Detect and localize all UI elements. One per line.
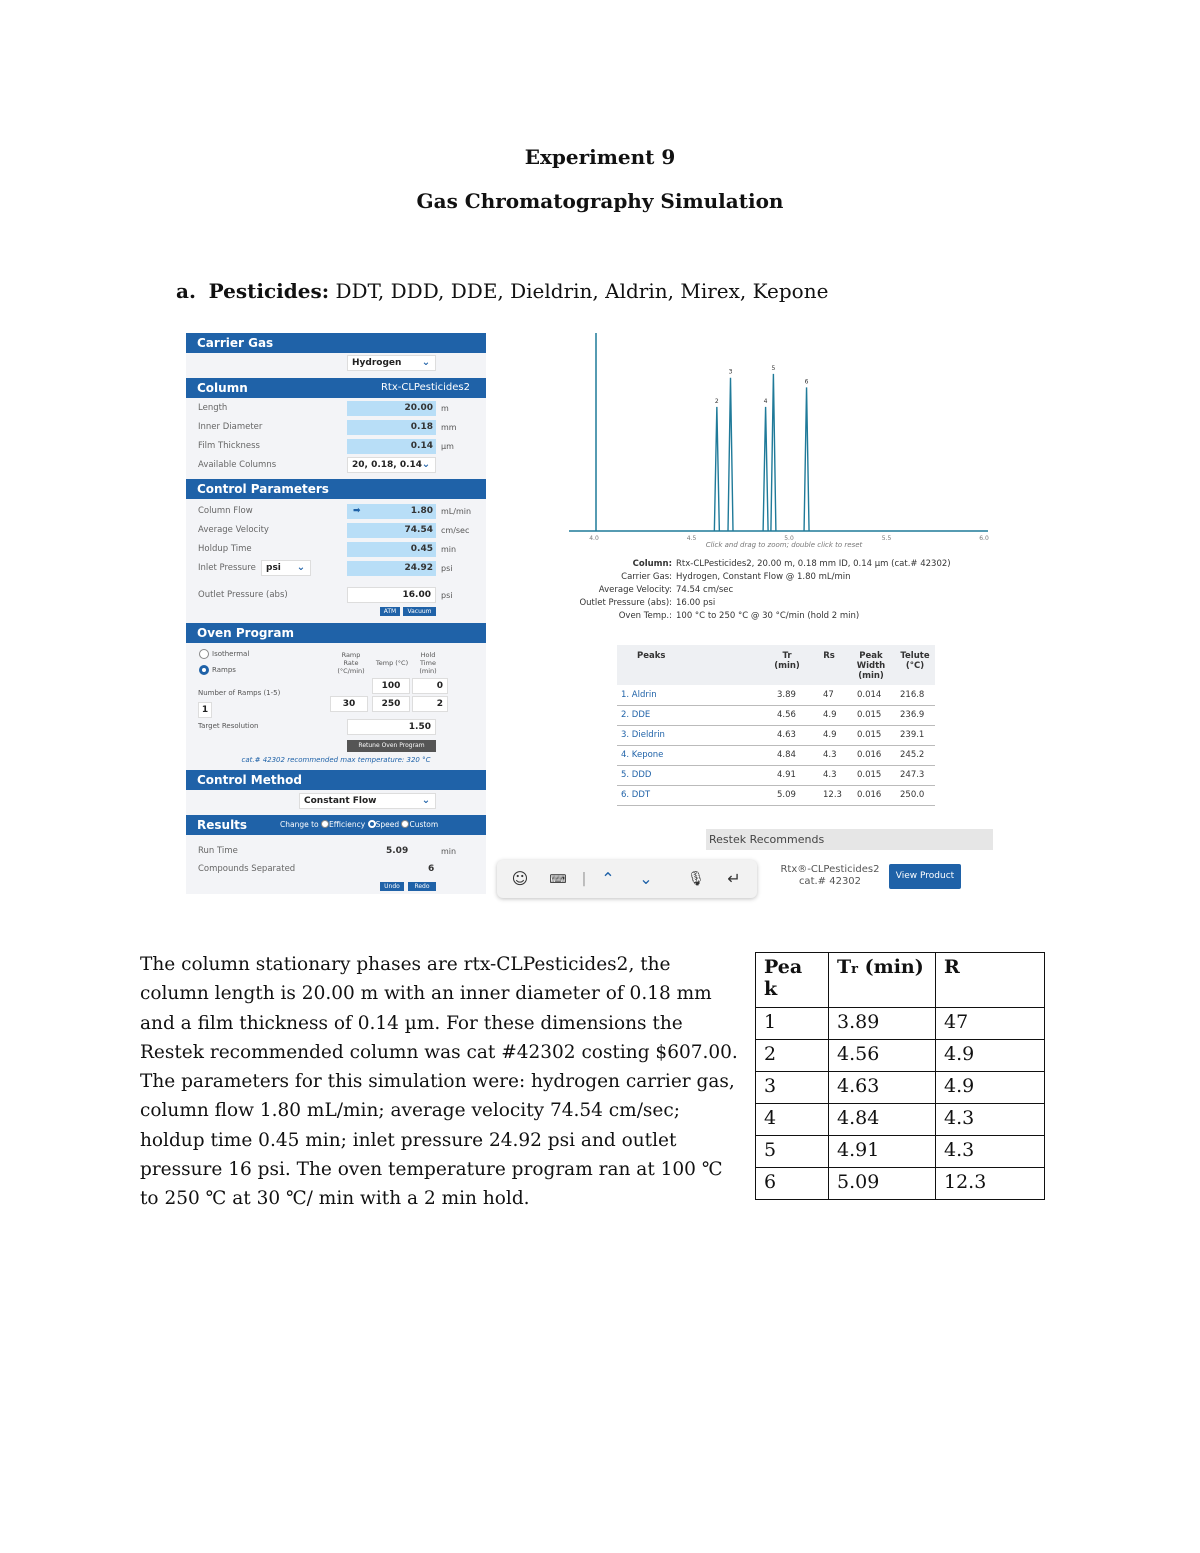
initial-hold-input[interactable]: 0 — [412, 678, 448, 694]
meta-carrier: Carrier Gas: Hydrogen, Constant Flow @ 1.80 mL/min — [621, 572, 851, 582]
inner-diameter-row: Inner Diameter 0.18 mm — [186, 420, 486, 436]
outlet-pressure-input[interactable]: 16.00 — [347, 587, 436, 603]
table-cell: 4.63 — [829, 1072, 936, 1104]
meta-oven: Oven Temp.: 100 °C to 250 °C @ 30 °C/min (hold 2 min) — [618, 611, 860, 621]
chevron-down-icon[interactable]: ⌄ — [639, 869, 653, 888]
section-compounds: DDT, DDD, DDE, Dieldrin, Aldrin, Mirex, Kepone — [329, 279, 829, 303]
carrier-gas-header: Carrier Gas — [186, 333, 486, 353]
peak-cell-r: 4.3 — [823, 770, 837, 780]
chevron-down-icon: ⌄ — [421, 795, 431, 806]
emoji-icon[interactable]: ☺ — [511, 869, 529, 888]
peak-label: 2 — [714, 397, 719, 405]
keyboard-icon[interactable]: ⌨ — [549, 872, 567, 886]
peak-cell-r: 47 — [823, 690, 834, 700]
divider-icon: | — [581, 871, 587, 887]
table-cell: 47 — [936, 1008, 1045, 1040]
table-cell: 1 — [756, 1008, 829, 1040]
velocity-input[interactable]: 74.54 — [347, 523, 436, 538]
peak-cell-tr: 4.63 — [777, 730, 796, 740]
peak-row — [617, 705, 935, 726]
peak-cell-w: 0.015 — [857, 770, 882, 780]
atm-button[interactable]: ATM — [380, 607, 400, 616]
ramp-rate-input[interactable]: 30 — [330, 696, 368, 712]
document-title: Experiment 9 — [524, 145, 676, 169]
summary-paragraph: The column stationary phases are rtx-CLPesticides2, the column length is 20.00 m with an inner diameter of 0.18 mm and a film thickness of 0.14 µm. For these dimensions the Restek recommended column was cat #42302 costing $607.00. The parameters for this simulation were: hydrogen carrier gas, column flow 1.80 mL/min; average velocity 74.54 cm/sec; holdup time 0.45 min; inlet pressure 24.92 psi and outlet pressure 16 psi. The oven temperature program ran at 100 ℃ to 250 ℃ at 30 ℃/ min with a 2 min hold. — [140, 954, 738, 1210]
peak-label: 5 — [771, 364, 776, 372]
arrow-right-icon: ➡ — [353, 506, 361, 516]
column-flow-row: Column Flow ➡ 1.80 mL/min — [186, 504, 486, 520]
peaks-header: Peaks Tr (min) Rs Peak Width (min) Telute (°C) — [617, 645, 935, 685]
x-tick-label: 5.5 — [881, 535, 892, 542]
final-hold-input[interactable]: 2 — [412, 696, 448, 712]
document-subtitle: Gas Chromatography Simulation — [416, 189, 784, 213]
table-cell: 2 — [756, 1040, 829, 1072]
table-cell: 4.3 — [936, 1104, 1045, 1136]
outlet-pressure-row: Outlet Pressure (abs) — [198, 590, 288, 600]
microphone-icon[interactable]: 🎙 — [687, 871, 705, 887]
compounds-row: Compounds Separated 6 — [198, 864, 435, 874]
peak-cell-tr: 4.84 — [777, 750, 796, 760]
peak-row — [617, 745, 935, 766]
table-cell: 4.9 — [936, 1072, 1045, 1104]
control-method-header: Control Method — [186, 770, 486, 790]
header-peak: Pea k — [756, 953, 829, 1008]
speed-radio[interactable] — [368, 820, 376, 828]
undo-button[interactable]: Undo — [380, 882, 404, 891]
chromatogram[interactable] — [566, 333, 996, 555]
chevron-down-icon: ⌄ — [421, 357, 431, 368]
peak-cell-w: 0.016 — [857, 790, 882, 800]
holdup-input[interactable]: 0.45 — [347, 542, 436, 557]
peak-row — [617, 685, 935, 706]
table-cell: 6 — [756, 1168, 829, 1200]
vacuum-button[interactable]: Vacuum — [403, 607, 436, 616]
chrom-peak — [771, 374, 776, 531]
results-table — [755, 952, 1045, 1200]
holdup-row: Holdup Time 0.45 min — [186, 542, 486, 558]
peak-row — [617, 725, 935, 746]
column-name: Rtx-CLPesticides2 — [380, 382, 470, 393]
header-r: R — [936, 953, 1045, 1008]
chrom-peak — [804, 387, 809, 531]
chrom-peak — [714, 407, 719, 531]
floating-toolbar — [497, 860, 757, 898]
peak-cell-name[interactable]: 5. DDD — [621, 770, 652, 780]
table-row — [756, 1072, 1045, 1104]
table-row — [756, 1040, 1045, 1072]
table-cell: 5 — [756, 1136, 829, 1168]
results-options: Change to Efficiency Speed Custom — [280, 820, 439, 829]
film-thickness-row: Film Thickness 0.14 µm — [186, 439, 486, 455]
section-heading — [176, 279, 828, 303]
x-tick-label: 4.5 — [686, 535, 697, 542]
peak-cell-r: 4.9 — [823, 730, 837, 740]
chrom-peak — [763, 407, 768, 531]
film-input[interactable]: 0.14 — [347, 439, 436, 454]
temp-header: Temp (°C) — [375, 659, 409, 667]
table-cell: 4.56 — [829, 1040, 936, 1072]
table-cell: 4.3 — [936, 1136, 1045, 1168]
peak-cell-tr: 4.56 — [777, 710, 796, 720]
peak-label: 4 — [763, 397, 768, 405]
num-ramps-input[interactable]: 1 — [198, 702, 212, 718]
max-temp-note: cat.# 42302 recommended max temperature: 320 °C — [241, 756, 431, 764]
peak-cell-r: 4.3 — [823, 750, 837, 760]
column-header: Column Rtx-CLPesticides2 — [186, 378, 486, 398]
peak-cell-t: 236.9 — [900, 710, 925, 720]
table-cell: 5.09 — [829, 1168, 936, 1200]
restek-product[interactable]: Rtx®-CLPesticides2 cat.# 42302 — [780, 864, 880, 887]
optimize-button[interactable]: Retune Oven Program — [347, 740, 436, 752]
peak-cell-name[interactable]: 1. Aldrin — [621, 690, 657, 700]
pressure-unit-select[interactable]: psi ⌄ — [261, 560, 311, 576]
header-tr: Tr (min) — [829, 953, 936, 1008]
available-columns-row: Available Columns — [198, 460, 277, 470]
meta-velocity: Average Velocity: 74.54 cm/sec — [598, 585, 734, 595]
peak-cell-t: 250.0 — [900, 790, 925, 800]
target-resolution-input[interactable]: 1.50 — [347, 719, 436, 735]
efficiency-radio[interactable] — [321, 820, 329, 828]
peak-cell-tr: 3.89 — [777, 690, 796, 700]
peak-row — [617, 765, 935, 786]
peak-cell-t: 245.2 — [900, 750, 925, 760]
table-cell: 3.89 — [829, 1008, 936, 1040]
section-bold: Pesticides: — [208, 279, 330, 303]
peak-cell-name[interactable]: 6. DDT — [621, 790, 651, 800]
peak-cell-t: 247.3 — [900, 770, 925, 780]
peak-cell-w: 0.016 — [857, 750, 882, 760]
control-parameters-header: Control Parameters — [186, 479, 486, 499]
section-letter: a. — [176, 279, 196, 303]
compounds-value: 6 — [428, 864, 435, 874]
avg-velocity-row: Average Velocity 74.54 cm/sec — [186, 523, 486, 539]
ramp-rate-header: Ramp Rate (°C/min) — [337, 651, 365, 675]
table-row — [756, 1104, 1045, 1136]
restek-recommends: Restek Recommends — [706, 829, 993, 850]
ramps-radio[interactable] — [199, 665, 209, 675]
inlet-pressure-row: Inlet Pressure 24.92 psi — [186, 561, 486, 577]
flow-input[interactable]: ➡ 1.80 — [347, 504, 436, 519]
oven-program-header: Oven Program — [186, 623, 486, 643]
table-cell: 4 — [756, 1104, 829, 1136]
chrom-peak — [728, 378, 733, 531]
isothermal-radio[interactable] — [199, 649, 209, 659]
peak-label: 6 — [804, 378, 809, 386]
peak-cell-w: 0.015 — [857, 730, 882, 740]
zoom-hint: Click and drag to zoom; double click to reset — [705, 541, 863, 549]
table-row — [756, 1008, 1045, 1040]
x-tick-label: 6.0 — [979, 535, 989, 542]
table-row — [756, 1168, 1045, 1200]
peak-cell-tr: 5.09 — [777, 790, 796, 800]
peak-cell-name[interactable]: 3. Dieldrin — [621, 730, 665, 740]
peak-cell-t: 216.8 — [900, 690, 925, 700]
peak-cell-name[interactable]: 4. Kepone — [621, 750, 664, 760]
table-cell: 3 — [756, 1072, 829, 1104]
table-cell: 12.3 — [936, 1168, 1045, 1200]
final-temp-input[interactable]: 250 — [372, 696, 410, 712]
run-time-value: 5.09 — [386, 846, 409, 856]
chevron-down-icon: ⌄ — [421, 459, 431, 470]
peak-row — [617, 785, 935, 806]
chevron-up-icon[interactable]: ⌃ — [601, 869, 615, 888]
carrier-gas-select[interactable]: Hydrogen ⌄ — [347, 355, 436, 371]
run-time-row: Run Time 5.09 min — [198, 846, 457, 856]
meta-column: Column: Rtx-CLPesticides2, 20.00 m, 0.18 mm ID, 0.14 µm (cat.# 42302) — [632, 559, 951, 569]
peak-label: 3 — [728, 368, 733, 376]
meta-outlet: Outlet Pressure (abs): 16.00 psi — [579, 598, 716, 608]
peak-cell-t: 239.1 — [900, 730, 925, 740]
simulator-panel: Carrier Gas Hydrogen ⌄ Column Rtx-CLPesticides2 Length 20.00 m Inner Diameter 0.18 mm Film Thickness 0.14 µm Available Columns 20, 0.18, 0.14 ⌄ Control Parameters Column Flow ➡ 1.80 mL/min Average Velocity 74.54 cm/sec Holdup Time 0.45 min Inlet Pressure 24.92 psi psi ⌄ Outlet Pressure (abs) 16.00 psi ATM Vacuum Oven Program Isothermal Ramps Ramp Rate (°C/min) Temp (°C) Hold Time (min) 100 0 30 250 2 Number of Ramps (1-5) 1 Target Resolution 1.50 Retune Oven Program cat.# 42302 recommended max temperature: 320 °C Control Method Constant Flow ⌄ Results Change to Efficiency Speed Custom Run Time 5.09 min Compounds Separated 6 Undo Redo — [186, 333, 486, 894]
inlet-input[interactable]: 24.92 — [347, 561, 436, 576]
peak-cell-w: 0.014 — [857, 690, 882, 700]
table-cell: 4.91 — [829, 1136, 936, 1168]
peak-cell-w: 0.015 — [857, 710, 882, 720]
table-cell: 4.9 — [936, 1040, 1045, 1072]
x-tick-label: 4.0 — [589, 535, 599, 542]
length-row: Length 20.00 m — [186, 401, 486, 417]
hold-time-header: Hold Time (min) — [419, 651, 437, 675]
peak-cell-name[interactable]: 2. DDE — [621, 710, 651, 720]
table-row — [756, 1136, 1045, 1168]
peak-cell-tr: 4.91 — [777, 770, 796, 780]
enter-icon[interactable]: ↵ — [727, 869, 741, 888]
chevron-down-icon: ⌄ — [296, 562, 306, 573]
control-method-select[interactable]: Constant Flow ⌄ — [299, 793, 436, 809]
diameter-input[interactable]: 0.18 — [347, 420, 436, 435]
initial-temp-input[interactable]: 100 — [372, 678, 410, 694]
length-input[interactable]: 20.00 — [347, 401, 436, 416]
peak-cell-r: 12.3 — [823, 790, 842, 800]
peak-cell-r: 4.9 — [823, 710, 837, 720]
view-product-button[interactable]: View Product — [889, 864, 961, 889]
results-header: Results Change to Efficiency Speed Custom — [186, 815, 486, 835]
table-cell: 4.84 — [829, 1104, 936, 1136]
redo-button[interactable]: Redo — [408, 882, 436, 891]
x-tick-label: 5.0 — [784, 535, 794, 542]
available-columns-select[interactable]: 20, 0.18, 0.14 ⌄ — [347, 457, 436, 473]
